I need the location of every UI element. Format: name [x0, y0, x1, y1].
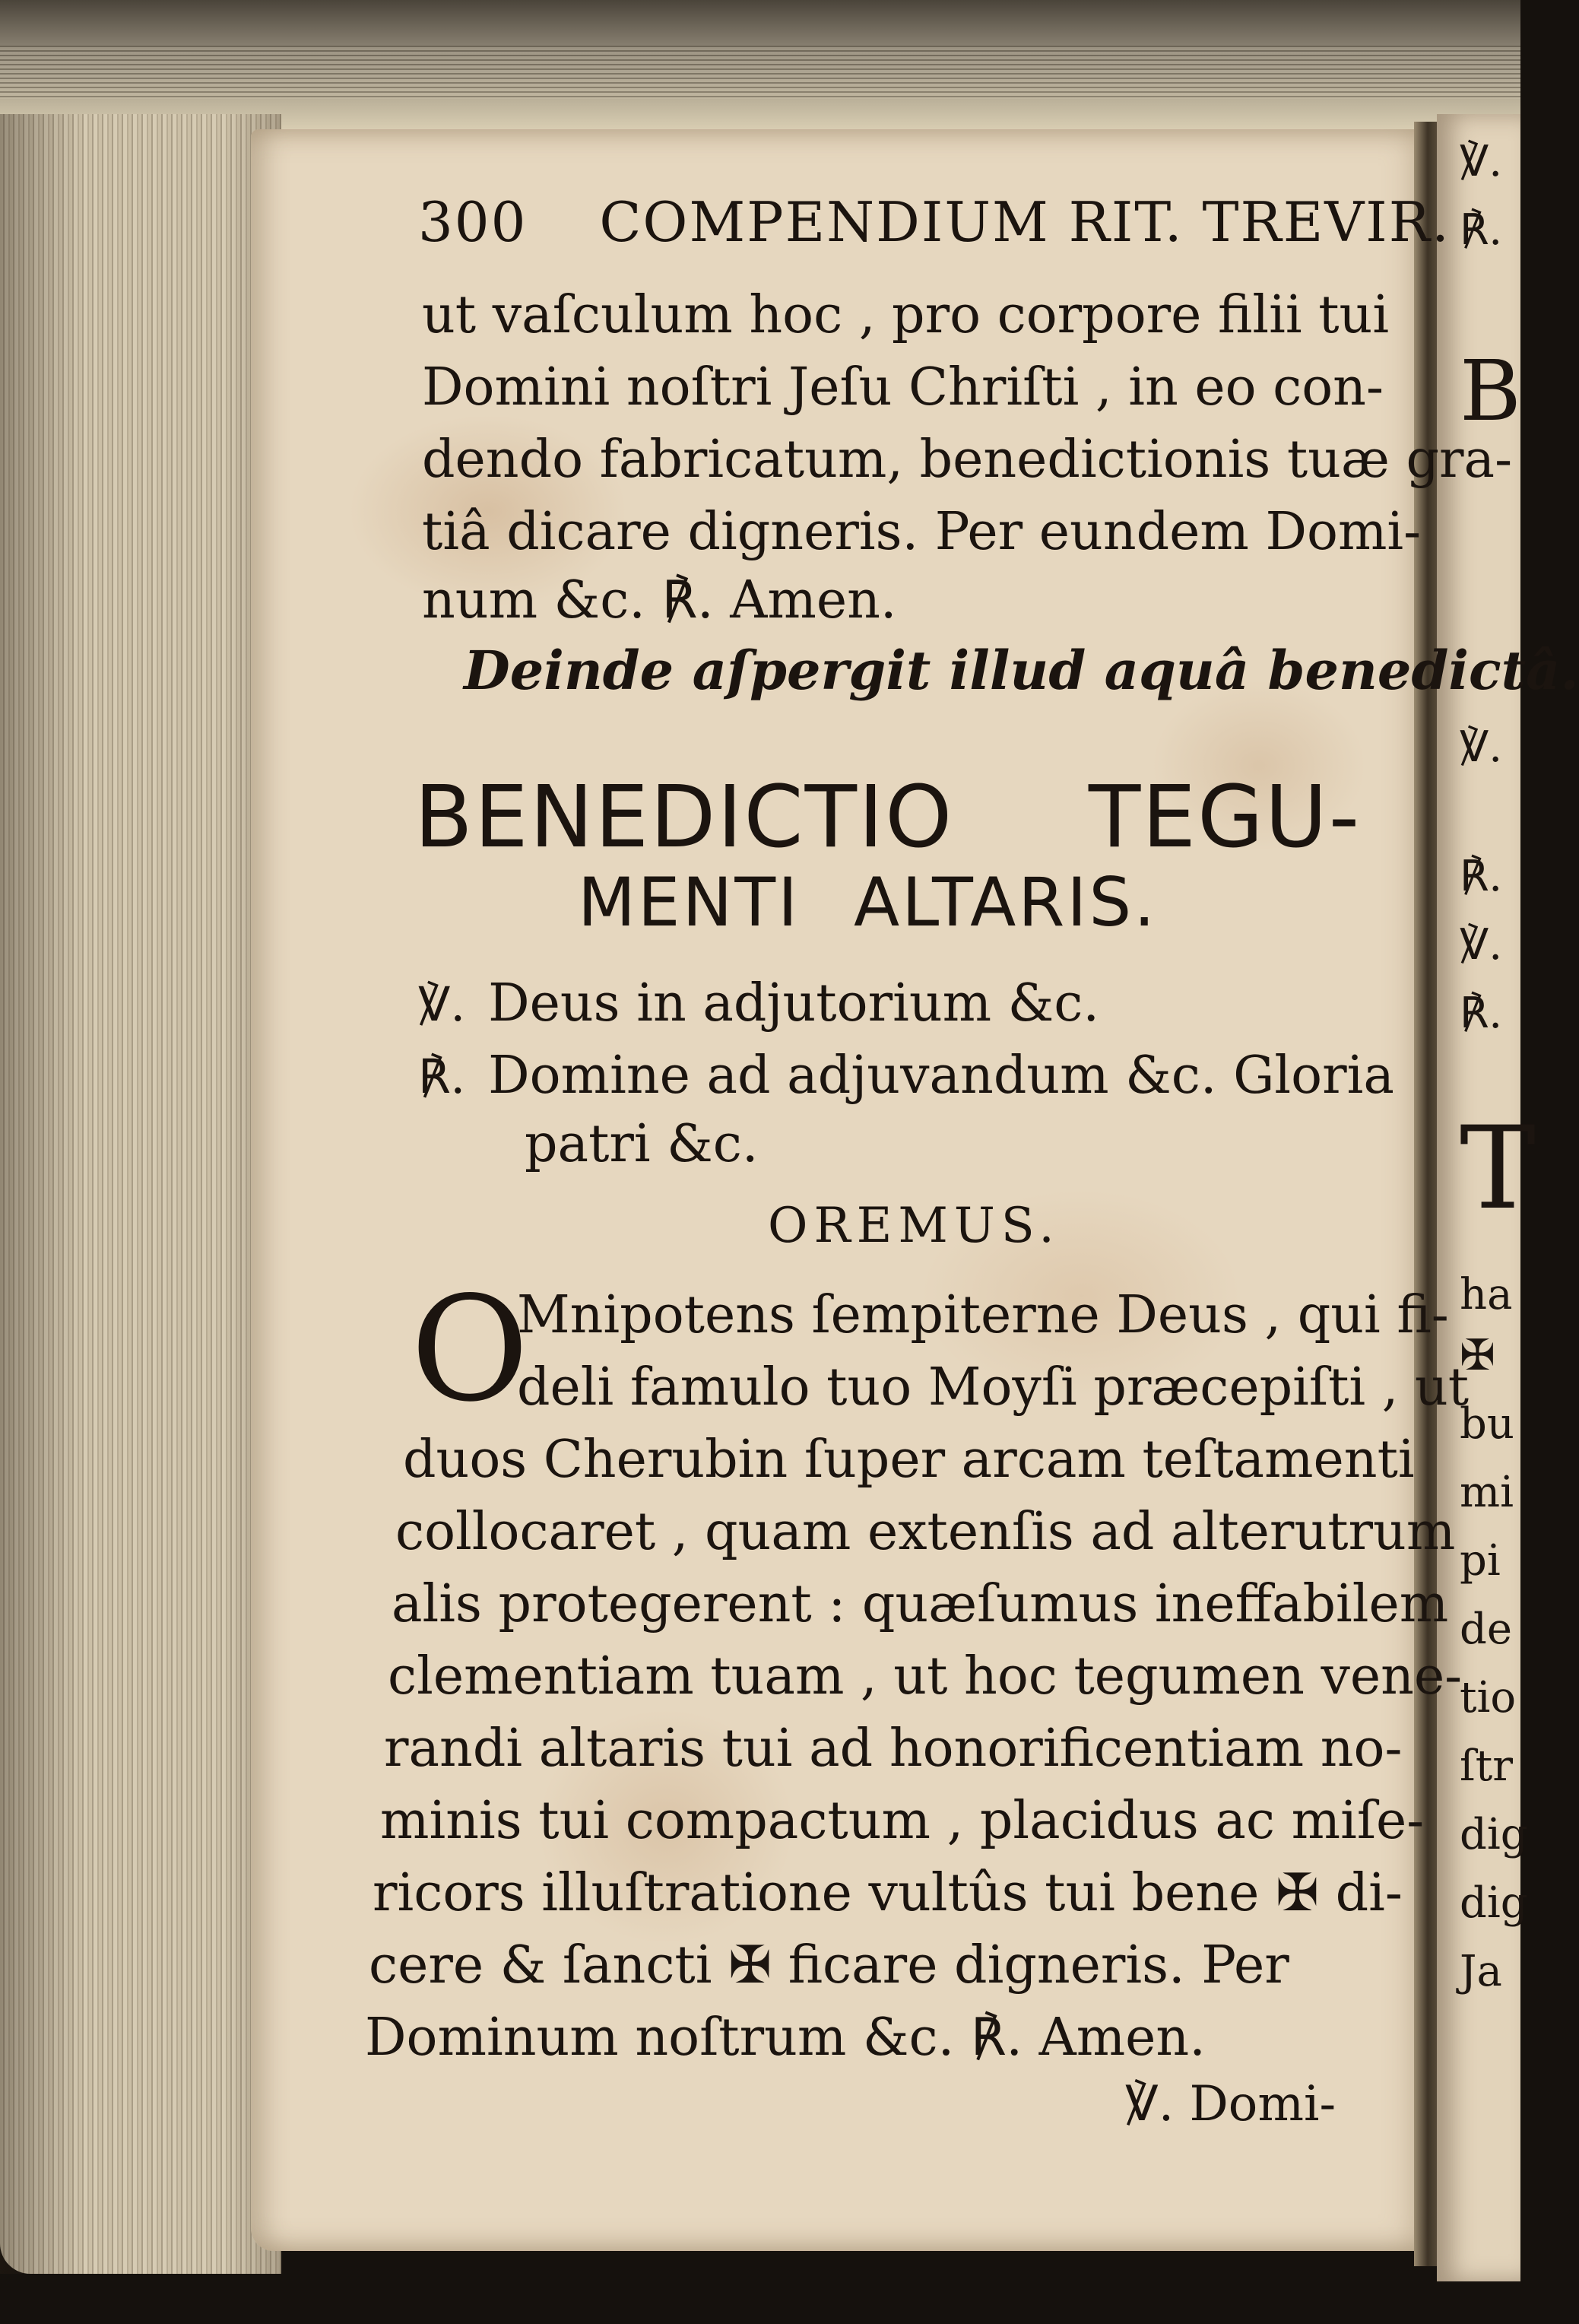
page-number: 300 [418, 190, 528, 254]
prayer-line: Dominum noſtrum &c. ℟. Amen. [365, 2008, 1206, 2068]
prayer-line: randi altaris tui ad honorificentiam no- [384, 1719, 1403, 1779]
oremus-heading: OREMUS. [768, 1198, 1061, 1254]
book-top-edge [0, 0, 1520, 129]
prayer-line: clementiam tuam , ut hoc tegumen vene- [388, 1646, 1463, 1706]
facing-fragment: de [1460, 1605, 1512, 1654]
facing-fragment: ℣. [1460, 137, 1503, 186]
facing-fragment: ℣. [1460, 722, 1503, 772]
facing-fragment: bu [1460, 1399, 1514, 1449]
response-continuation: patri &c. [525, 1114, 759, 1174]
text-line: dendo fabricatum, benedictionis tuæ gra- [422, 430, 1513, 490]
facing-fragment: ℟. [1460, 205, 1503, 255]
facing-fragment: mi [1460, 1468, 1514, 1517]
facing-fragment: Ja [1460, 1947, 1502, 1996]
prayer-line: collocaret , quam extenſis ad alterutrum [395, 1502, 1456, 1562]
facing-fragment: ✠ [1460, 1331, 1495, 1380]
response-line [418, 1046, 1394, 1106]
section-title-line2: MENTI ALTARIS. [578, 863, 1158, 941]
versicle-text: Deus in adjutorium &c. [488, 973, 1099, 1033]
response-mark: ℟. [418, 1049, 466, 1104]
prayer-line: Mnipotens ſempiterne Deus , qui fi- [517, 1285, 1449, 1345]
text-line: Domini noſtri Jeſu Chriſti , in eo con- [422, 357, 1384, 417]
prayer-line: cere & ſancti ✠ ficare digneris. Per [369, 1935, 1289, 1995]
response-text: Domine ad adjuvandum &c. Gloria [488, 1046, 1394, 1106]
facing-fragment: tio [1460, 1673, 1517, 1722]
section-title-line1: BENEDICTIO TEGU- [414, 768, 1362, 867]
text-line: num &c. ℟. Amen. [422, 570, 897, 630]
facing-fragment: ha [1460, 1270, 1513, 1319]
facing-fragment: B [1460, 342, 1521, 440]
prayer-line: minis tui compactum , placidus ac miſe- [380, 1791, 1425, 1851]
facing-fragment: T [1460, 1103, 1536, 1235]
running-head: COMPENDIUM RIT. TREVIR. [599, 190, 1451, 254]
text-line: tiâ dicare digneris. Per eundem Domi- [422, 502, 1422, 562]
facing-fragment: dig [1460, 1878, 1528, 1928]
catchword: ℣. Domi- [1125, 2076, 1336, 2132]
facing-fragment: pi [1460, 1536, 1501, 1586]
prayer-line: ricors illuſtratione vultûs tui bene ✠ di- [373, 1863, 1403, 1923]
facing-fragment: ſtr [1460, 1741, 1513, 1791]
prayer-line: alis protegerent : quæſumus ineffabilem [392, 1574, 1449, 1634]
facing-fragment: dig [1460, 1810, 1528, 1859]
prayer-line: duos Cherubin ſuper arcam teſtamenti [403, 1430, 1415, 1490]
page-stack-edge [0, 114, 281, 2274]
versicle-mark: ℣. [418, 976, 466, 1032]
text-line: ut vaſculum hoc , pro corpore filii tui [422, 285, 1390, 345]
rubric: Deinde aſpergit illud aquâ benedictâ. [464, 639, 1579, 702]
drop-cap: O [411, 1265, 529, 1433]
facing-fragment: ℟. [1460, 852, 1503, 901]
facing-fragment: ℣. [1460, 920, 1503, 970]
versicle-line [418, 973, 1099, 1033]
running-header [418, 190, 1451, 254]
prayer-line: deli famulo tuo Moyſi præcepiſti , ut [517, 1357, 1470, 1418]
facing-fragment: ℟. [1460, 989, 1503, 1038]
